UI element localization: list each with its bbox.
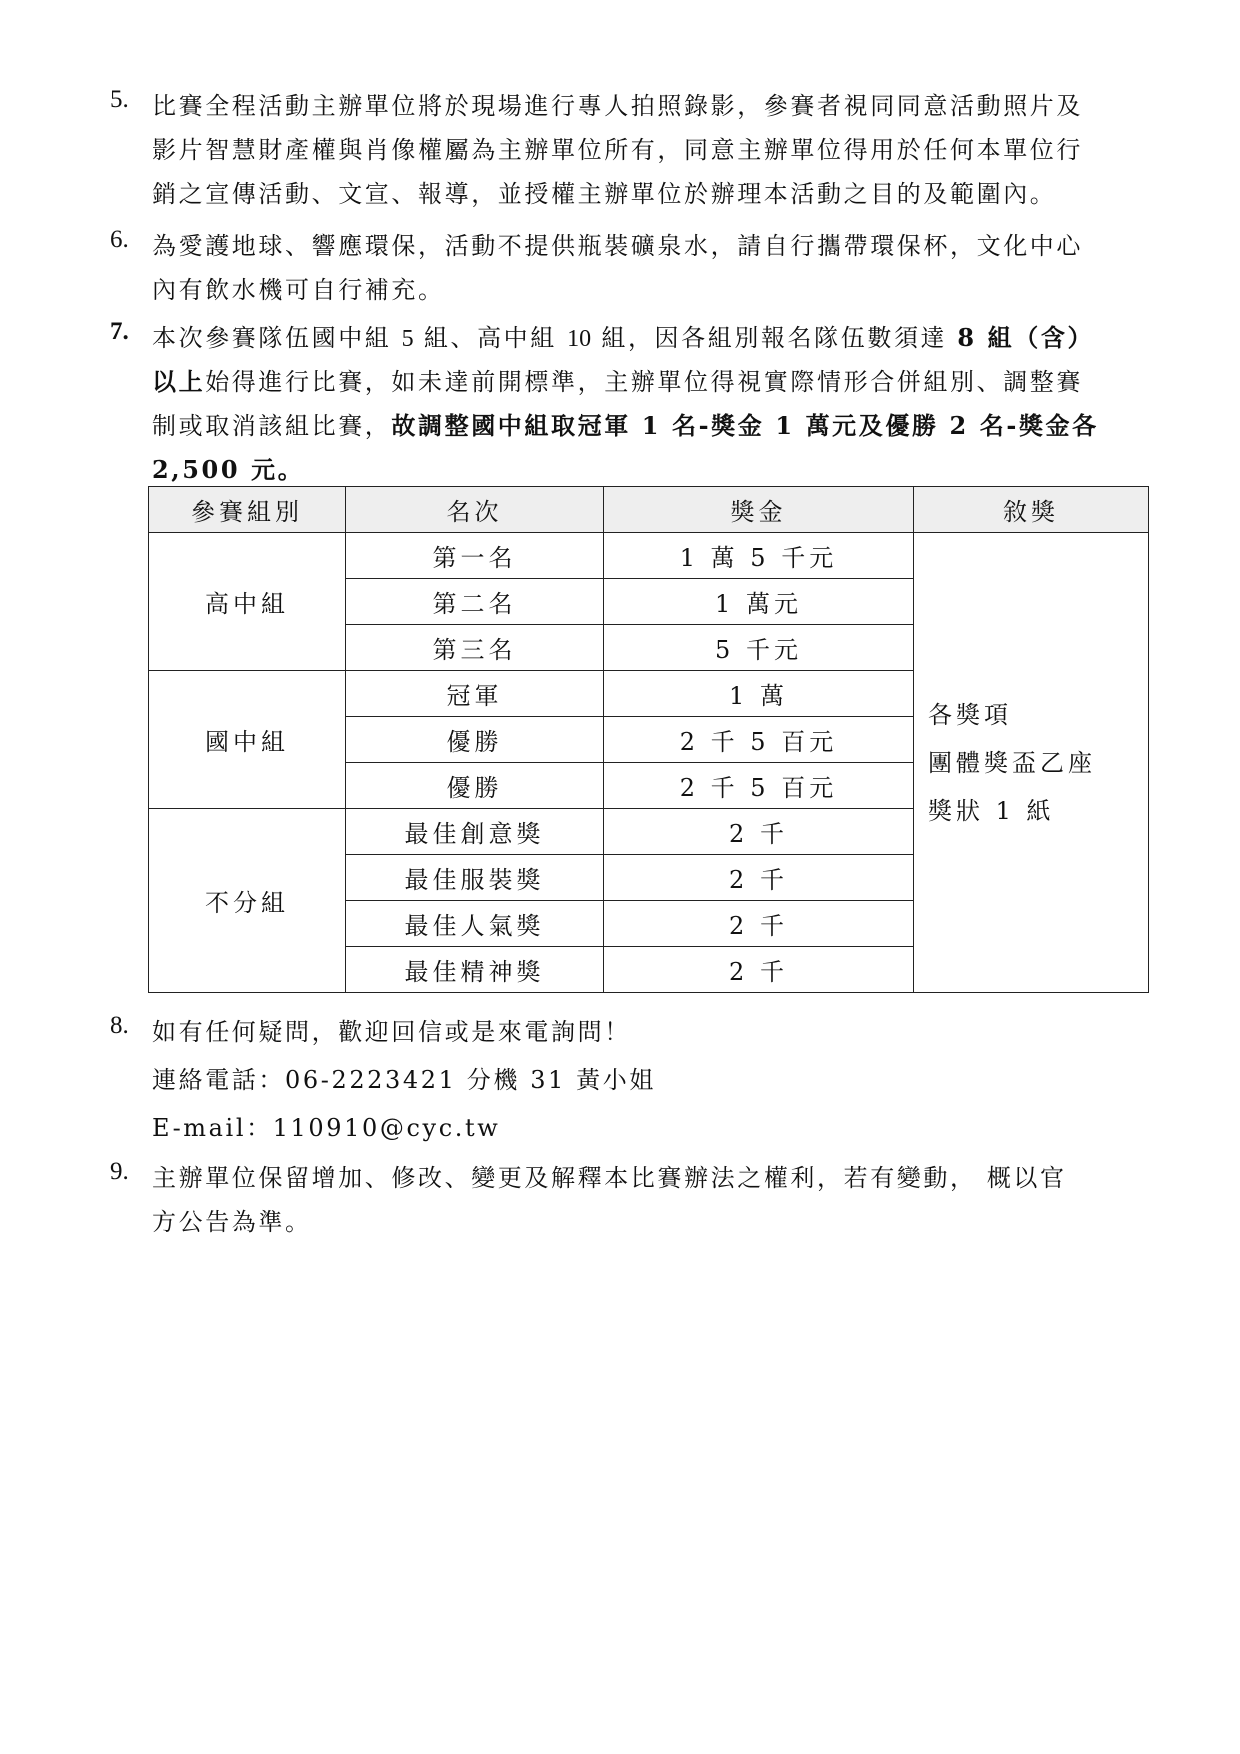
item-number: 7. xyxy=(110,318,129,345)
group-cell: 高中組 xyxy=(149,533,346,671)
item-text-line: 方公告為準。 xyxy=(152,1208,312,1236)
item-text-line: 本次參賽隊伍國中組 5 組、高中組 10 組，因各組別報名隊伍數須達 8 組（含） xyxy=(152,323,1095,352)
award-line: 各獎項 xyxy=(928,700,1012,729)
item-text-line: 銷之宣傳活動、文宣、報導，並授權主辦單位於辦理本活動之目的及範圍內。 xyxy=(152,180,1057,208)
item-number: 9. xyxy=(110,1158,129,1185)
prize-cell: 2 千 xyxy=(604,855,914,901)
rank-cell: 最佳創意獎 xyxy=(346,809,604,855)
item-text-line: 以上始得進行比賽，如未達前開標準，主辦單位得視實際情形合併組別、調整賽 xyxy=(152,367,1084,396)
award-line: 團體獎盃乙座 xyxy=(928,748,1096,777)
rank-cell: 第二名 xyxy=(346,579,604,625)
table-header-row xyxy=(149,487,1149,533)
item-text-line: 內有飲水機可自行補充。 xyxy=(152,276,445,304)
prize-cell: 2 千 xyxy=(604,947,914,993)
prize-cell: 2 千 5 百元 xyxy=(604,763,914,809)
rank-cell: 冠軍 xyxy=(346,671,604,717)
item-text-line: 影片智慧財產權與肖像權屬為主辦單位所有，同意主辦單位得用於任何本單位行 xyxy=(152,136,1083,164)
group-cell: 國中組 xyxy=(149,671,346,809)
prize-cell: 1 萬元 xyxy=(604,579,914,625)
item-text-line: 比賽全程活動主辦單位將於現場進行專人拍照錄影，參賽者視同同意活動照片及 xyxy=(152,92,1083,120)
contact-email[interactable]: E-mail：110910@cyc.tw xyxy=(152,1114,501,1142)
table-row xyxy=(149,533,1149,579)
header-cell: 敘獎 xyxy=(914,487,1149,533)
item-text-line: 主辦單位保留增加、修改、變更及解釋本比賽辦法之權利，若有變動， 概以官 xyxy=(152,1164,1067,1192)
item-number: 5. xyxy=(110,86,129,113)
item-number: 8. xyxy=(110,1012,129,1039)
header-cell: 名次 xyxy=(346,487,604,533)
prize-cell: 2 千 xyxy=(604,901,914,947)
award-cell xyxy=(914,533,1149,993)
header-cell: 獎金 xyxy=(604,487,914,533)
item-text-line: 為愛護地球、響應環保，活動不提供瓶裝礦泉水，請自行攜帶環保杯，文化中心 xyxy=(152,232,1083,260)
rank-cell: 最佳精神獎 xyxy=(346,947,604,993)
rank-cell: 第三名 xyxy=(346,625,604,671)
rank-cell: 第一名 xyxy=(346,533,604,579)
item-text-line: 如有任何疑問，歡迎回信或是來電詢問！ xyxy=(152,1018,631,1046)
item-number: 6. xyxy=(110,226,129,253)
award-line: 獎狀 1 紙 xyxy=(928,796,1055,825)
contact-phone: 連絡電話：06-2223421 分機 31 黃小姐 xyxy=(152,1066,656,1094)
prize-cell: 5 千元 xyxy=(604,625,914,671)
prize-cell: 1 萬 xyxy=(604,671,914,717)
rank-cell: 最佳人氣獎 xyxy=(346,901,604,947)
prize-cell: 2 千 xyxy=(604,809,914,855)
item-text-line: 2,500 元。 xyxy=(152,455,305,484)
rank-cell: 優勝 xyxy=(346,717,604,763)
group-cell: 不分組 xyxy=(149,809,346,993)
rank-cell: 優勝 xyxy=(346,763,604,809)
rank-cell: 最佳服裝獎 xyxy=(346,855,604,901)
item-text-line: 制或取消該組比賽，故調整國中組取冠軍 1 名-獎金 1 萬元及優勝 2 名-獎金各 xyxy=(152,411,1099,440)
prize-cell: 1 萬 5 千元 xyxy=(604,533,914,579)
prize-cell: 2 千 5 百元 xyxy=(604,717,914,763)
header-cell: 參賽組別 xyxy=(149,487,346,533)
prize-table xyxy=(148,486,1149,993)
